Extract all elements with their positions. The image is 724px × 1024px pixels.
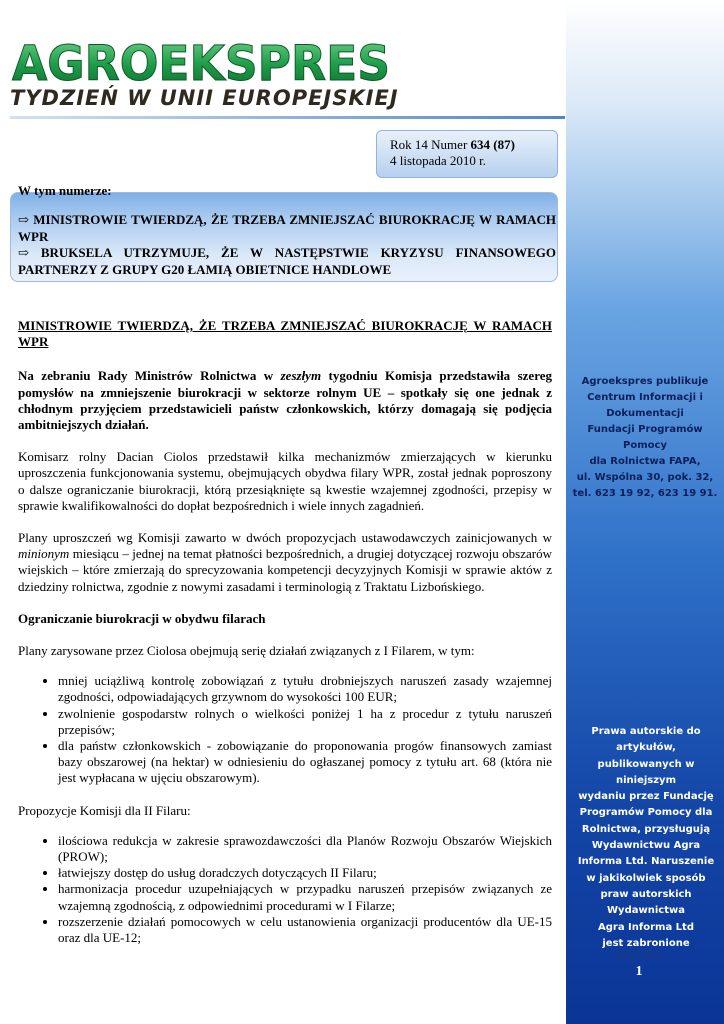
article-paragraph: Komisarz rolny Dacian Ciolos przedstawił kilka mechanizmów zmierzających w kierunku uproszczenia funkcjonowania systemu, obejmujących obydwa filary WPR, został jednak poproszony o dalsze ograniczanie biurokracji, którą przesiąknięte są kwestie wzajemnej zgodności, przepisy w sprawie kwalifikowalności do dopłat bezpośrednich i wiele innych zagadnień. [18, 449, 552, 513]
logo-text: AGROEKSPRES [12, 36, 390, 92]
article-paragraph: Propozycje Komisji dla II Filaru: [18, 802, 191, 818]
article-title: MINISTROWIE TWIERDZĄ, ŻE TRZEBA ZMNIEJSZAĆ BIUROKRACJĘ W RAMACH WPR [18, 318, 552, 350]
publisher-info: Agroekspres publikuje Centrum Informacji i Dokumentacji Fundacji Programów Pomocy dla Rolnictwa FAPA, ul. Wspólna 30, pok. 32, tel. 623 19 92, 623 19 91. [572, 376, 718, 499]
list-item: • ilościowa redukcja w zakresie sprawozdawczości dla Planów Rozwoju Obszarów Wiejskich (PROW); [58, 833, 552, 865]
article-subheading: Ograniczanie biurokracji w obydwu filarach [18, 610, 266, 626]
list-item: • zwolnienie gospodarstw rolnych o wielkości poniżej 1 ha z procedur z tytułu naruszeń przepisów; [58, 706, 552, 738]
article [18, 318, 552, 946]
toc-list [18, 212, 556, 278]
list-item: • harmonizacja procedur uzupełniających w przypadku naruszeń przepisów związanych ze wzajemną zgodnością, z odpowiednimi procedurami w I Filarze; [58, 881, 552, 913]
agroekspres-logo [10, 36, 392, 92]
list-item: • łatwiejszy dostęp do usług doradczych dotyczących II Filaru; [58, 865, 552, 881]
arrow-icon: ⇨ [18, 245, 29, 260]
issue-number: Rok 14 Numer 634 (87) [390, 137, 515, 152]
article-paragraph: Plany uproszczeń wg Komisji zawarto w dwóch propozycjach ustawodawczych zainicjowanych w minionym miesiącu – jednej na temat płatności bezpośrednich, a drugiej dotyczącej rozwoju obszarów wiejskich – które zmierzają do sprecyzowania kompetencji decyzyjnych Komisji w sprawie aktów z dziedziny rolnictwa, zgodnie z nowymi zasadami i terminologią z Traktatu Lizbońskiego. [18, 530, 552, 594]
article-paragraph: Plany zarysowane przez Ciolosa obejmują serię działań związanych z I Filarem, w tym: [18, 643, 475, 659]
pillar2-list [18, 833, 552, 946]
page-label: STRONA [615, 950, 663, 962]
logo-subtitle: TYDZIEŃ W UNII EUROPEJSKIEJ [10, 86, 399, 110]
toc-item[interactable]: ⇨ BRUKSELA UTRZYMUJE, ŻE W NASTĘPSTWIE KRYZYSU FINANSOWEGO PARTNERZY Z GRUPY G20 ŁAMIĄ OBIETNICE HANDLOWE [18, 245, 556, 277]
list-item: • rozszerzenie działań pomocowych w celu ustanowienia organizacji producentów dla UE-15 oraz dla UE-12; [58, 914, 552, 946]
copyright-notice: Prawa autorskie do artykułów, publikowanych w niniejszym wydaniu przez Fundację Programów Pomocy dla Rolnictwa, przysługują Wydawnictwu Agra Informa Ltd. Naruszenie w jakikolwiek sposób praw autorskich Wydawnictwa Agra Informa Ltd jest zabronione [577, 726, 715, 949]
toc-item[interactable]: ⇨ MINISTROWIE TWIERDZĄ, ŻE TRZEBA ZMNIEJSZAĆ BIUROKRACJĘ W RAMACH WPR [18, 212, 557, 244]
list-item: • dla państw członkowskich - zobowiązanie do proponowania progów finansowych zamiast bazy obszarowej (na hektar) w odniesieniu do ogłaszanej pomocy z tytułu art. 68 (która nie jest wypłacana w ujęciu obszarowym). [58, 738, 552, 787]
arrow-icon: ⇨ [18, 212, 29, 227]
list-item: • mniej uciążliwą kontrolę zobowiązań z tytułu drobniejszych naruszeń zasady wzajemnej zgodności, odpowiadających grzywnom do wysokości 100 EUR; [58, 673, 552, 705]
header-rule [10, 116, 565, 119]
pillar1-list [18, 673, 552, 786]
article-lead: Na zebraniu Rady Ministrów Rolnictwa w zeszłym tygodniu Komisja przedstawiła szereg pomysłów na zmniejszenie biurokracji w sektorze rolnym UE – spotkały się one jednak z chłodnym przyjęciem przedstawicieli państw członkowskich, którzy domagają się podjęcia ambitniejszych działań. [18, 368, 552, 433]
page-number: 1 [635, 964, 643, 979]
toc-label: W tym numerze: [18, 183, 112, 198]
issue-date: 4 listopada 2010 r. [390, 153, 487, 168]
